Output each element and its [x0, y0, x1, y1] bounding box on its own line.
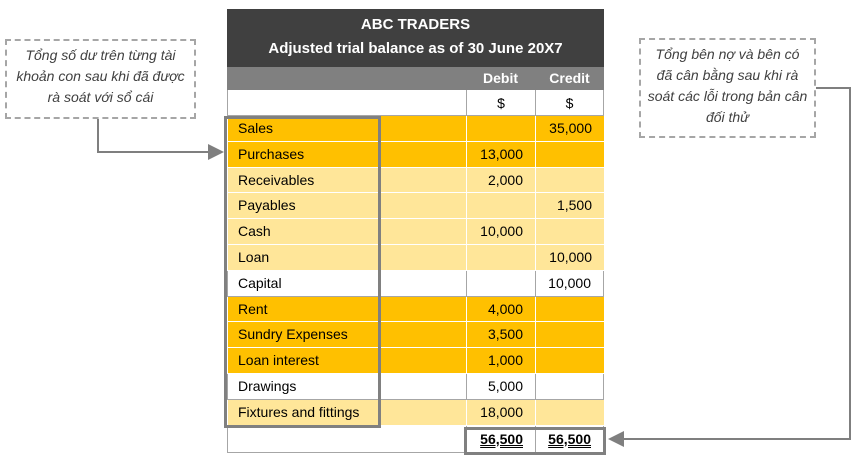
- debit-cell: 18,000: [466, 400, 535, 426]
- account-cell: Sundry Expenses: [227, 322, 466, 348]
- account-cell: Fixtures and fittings: [227, 400, 466, 426]
- debit-cell: 10,000: [466, 219, 535, 245]
- debit-cell: 4,000: [466, 297, 535, 323]
- units-debit: $: [466, 90, 535, 116]
- total-debit-value: 56,500: [480, 430, 523, 447]
- credit-cell: 10,000: [535, 245, 604, 271]
- note-left-callout: Tổng số dư trên từng tài khoản con sau khi đã được rà soát với sổ cái: [5, 39, 196, 119]
- account-cell: Loan interest: [227, 348, 466, 374]
- debit-cell: 2,000: [466, 168, 535, 194]
- account-cell: Payables: [227, 193, 466, 219]
- account-cell: Purchases: [227, 142, 466, 168]
- account-cell: Drawings: [227, 374, 466, 400]
- account-cell: Sales: [227, 116, 466, 142]
- credit-cell: 35,000: [535, 116, 604, 142]
- debit-cell: 3,500: [466, 322, 535, 348]
- column-header-credit: Credit: [549, 70, 590, 86]
- account-cell: Rent: [227, 297, 466, 323]
- debit-cell: 5,000: [466, 374, 535, 400]
- right-arrow: [610, 88, 850, 439]
- column-header-debit: Debit: [483, 70, 518, 86]
- left-arrow: [98, 119, 222, 152]
- note-right-callout: Tổng bên nợ và bên có đã cân bằng sau khi rà soát các lỗi trong bản cân đối thử: [639, 38, 816, 138]
- account-cell: Loan: [227, 245, 466, 271]
- total-credit-value: 56,500: [548, 430, 591, 447]
- account-cell: Receivables: [227, 168, 466, 194]
- debit-cell: 13,000: [466, 142, 535, 168]
- credit-cell: 10,000: [535, 271, 604, 297]
- units-credit: $: [535, 90, 604, 116]
- company-title: ABC TRADERS: [360, 16, 471, 33]
- report-subtitle: Adjusted trial balance as of 30 June 20X7: [268, 40, 563, 57]
- account-cell: Cash: [227, 219, 466, 245]
- debit-cell: 1,000: [466, 348, 535, 374]
- account-cell: Capital: [227, 271, 466, 297]
- credit-cell: 1,500: [535, 193, 604, 219]
